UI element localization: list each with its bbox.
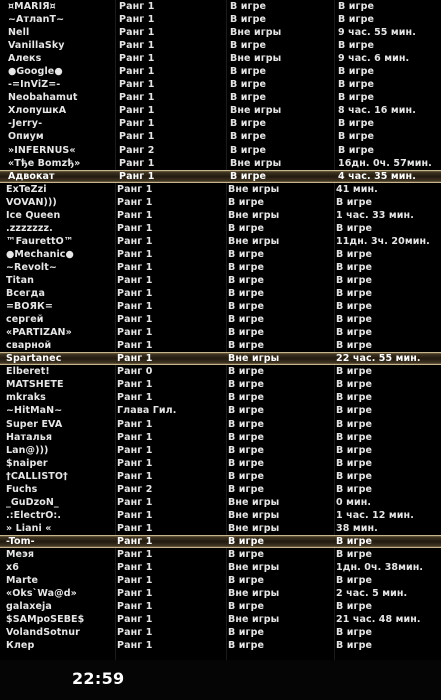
member-row[interactable] xyxy=(0,91,441,104)
member-rank: Ранг 1 xyxy=(117,301,153,313)
member-rank: Ранг 1 xyxy=(117,601,153,613)
member-row[interactable] xyxy=(0,274,441,287)
member-row[interactable] xyxy=(0,13,441,26)
member-rank: Ранг 1 xyxy=(119,27,155,39)
member-name: .:ElectrO:. xyxy=(6,509,62,521)
member-status: В игре xyxy=(228,196,265,208)
member-status: В игре xyxy=(228,314,265,326)
member-row[interactable] xyxy=(0,404,441,417)
member-last-seen: В игре xyxy=(338,66,375,78)
member-rank: Ранг 1 xyxy=(117,327,153,339)
member-name: -Jerry- xyxy=(8,118,43,130)
member-row[interactable] xyxy=(0,548,441,561)
member-last-seen: 41 мин. xyxy=(336,183,378,195)
member-name: $naiper xyxy=(6,457,48,469)
member-last-seen: В игре xyxy=(336,575,373,587)
member-name: Всегда xyxy=(6,288,45,300)
member-rank: Ранг 1 xyxy=(119,14,155,26)
member-name: Nell xyxy=(8,27,30,39)
member-rank: Ранг 1 xyxy=(119,92,155,104)
member-last-seen: В игре xyxy=(336,535,373,547)
member-row[interactable] xyxy=(0,339,441,352)
member-status: В игре xyxy=(230,131,267,143)
member-last-seen: В игре xyxy=(336,196,373,208)
member-rank: Ранг 1 xyxy=(117,457,153,469)
member-name: »INFERNUS« xyxy=(8,144,76,156)
member-name: Neobahamut xyxy=(8,92,78,104)
member-row[interactable] xyxy=(0,209,441,222)
member-rank: Ранг 1 xyxy=(117,353,153,365)
member-last-seen: В игре xyxy=(336,340,373,352)
member-rank: Ранг 1 xyxy=(117,496,153,508)
member-rank: Ранг 1 xyxy=(117,274,153,286)
member-name: MATSHETE xyxy=(6,379,64,391)
member-rank: Ранг 1 xyxy=(117,562,153,574)
member-name: Titan xyxy=(6,274,34,286)
member-name: ¤MARIЯ¤ xyxy=(8,1,56,12)
member-row[interactable] xyxy=(0,613,441,626)
member-rank: Ранг 1 xyxy=(117,222,153,234)
member-status: В игре xyxy=(230,14,267,26)
member-status: В игре xyxy=(228,483,265,495)
member-last-seen: В игре xyxy=(336,640,373,652)
member-rank: Ранг 1 xyxy=(117,314,153,326)
member-rank: Ранг 1 xyxy=(117,209,153,221)
member-status: В игре xyxy=(228,222,265,234)
member-name: Опиум xyxy=(8,131,44,143)
member-status: В игре xyxy=(228,601,265,613)
member-name: Marte xyxy=(6,575,39,587)
member-name: ExTeZzi xyxy=(6,183,47,195)
member-rank: Ранг 1 xyxy=(117,640,153,652)
member-rank: Глава Гил. xyxy=(117,405,177,417)
member-name: ●Google● xyxy=(8,66,63,78)
member-rank: Ранг 1 xyxy=(119,66,155,78)
member-name: galaxeja xyxy=(6,601,52,613)
member-name: =ВОЯК= xyxy=(6,301,53,313)
member-name: «Oks`Wa@d» xyxy=(6,588,77,600)
member-rank: Ранг 1 xyxy=(119,105,155,117)
member-row[interactable] xyxy=(0,496,441,509)
member-row[interactable] xyxy=(0,326,441,339)
member-last-seen: В игре xyxy=(336,601,373,613)
member-status: В игре xyxy=(228,261,265,273)
member-status: В игре xyxy=(230,92,267,104)
member-last-seen: В игре xyxy=(336,288,373,300)
member-status: В игре xyxy=(228,392,265,404)
member-row[interactable] xyxy=(0,391,441,404)
member-row[interactable] xyxy=(0,574,441,587)
member-status: В игре xyxy=(228,575,265,587)
member-row[interactable] xyxy=(0,313,441,326)
member-row[interactable] xyxy=(0,117,441,130)
member-status: Вне игры xyxy=(230,157,282,169)
member-name: ~HitMaN~ xyxy=(6,405,63,417)
member-row[interactable] xyxy=(0,144,441,157)
clock: 22:59 xyxy=(72,669,125,688)
member-status: В игре xyxy=(228,548,265,560)
member-row[interactable] xyxy=(0,183,441,196)
member-last-seen: В игре xyxy=(336,548,373,560)
member-rank: Ранг 1 xyxy=(117,340,153,352)
member-status: В игре xyxy=(228,379,265,391)
member-last-seen: В игре xyxy=(336,470,373,482)
member-status: В игре xyxy=(228,366,265,378)
member-name: mkraks xyxy=(6,392,46,404)
member-last-seen: 22 час. 55 мин. xyxy=(336,353,421,365)
member-rank: Ранг 1 xyxy=(117,627,153,639)
member-rank: Ранг 1 xyxy=(117,509,153,521)
member-status: Вне игры xyxy=(228,588,280,600)
member-last-seen: 38 мин. xyxy=(336,522,378,534)
member-name: «PARTIZAN» xyxy=(6,327,72,339)
member-last-seen: В игре xyxy=(338,1,375,12)
member-rank: Ранг 1 xyxy=(117,588,153,600)
member-row[interactable] xyxy=(0,157,441,170)
member-row[interactable] xyxy=(0,300,441,313)
member-rank: Ранг 1 xyxy=(119,79,155,91)
member-last-seen: В игре xyxy=(336,366,373,378)
member-row[interactable] xyxy=(0,39,441,52)
member-rank: Ранг 1 xyxy=(117,614,153,626)
member-last-seen: 16дн. 0ч. 57мин. xyxy=(338,157,432,169)
member-last-seen: В игре xyxy=(336,274,373,286)
member-rank: Ранг 1 xyxy=(117,431,153,443)
member-status: В игре xyxy=(230,118,267,130)
member-last-seen: 4 час. 35 мин. xyxy=(338,170,416,182)
member-last-seen: 0 мин. xyxy=(336,496,372,508)
member-name: VOVAN))) xyxy=(6,196,57,208)
member-last-seen: В игре xyxy=(336,483,373,495)
member-name: .zzzzzzz. xyxy=(6,222,53,234)
member-last-seen: 1 час. 33 мин. xyxy=(336,209,414,221)
member-name: -=InViZ=- xyxy=(8,79,61,91)
member-row[interactable] xyxy=(0,626,441,639)
member-name: Spartanec xyxy=(6,353,62,365)
member-status: Вне игры xyxy=(230,105,282,117)
member-rank: Ранг 1 xyxy=(117,444,153,456)
member-status: В игре xyxy=(228,340,265,352)
member-rank: Ранг 1 xyxy=(117,196,153,208)
member-status: В игре xyxy=(230,144,267,156)
member-rank: Ранг 2 xyxy=(117,483,153,495)
member-name: VolandSotnur xyxy=(6,627,80,639)
member-last-seen: В игре xyxy=(336,327,373,339)
member-name: ™FaurettO™ xyxy=(6,235,74,247)
member-row[interactable] xyxy=(0,418,441,431)
member-last-seen: В игре xyxy=(338,131,375,143)
member-last-seen: В игре xyxy=(336,222,373,234)
member-status: В игре xyxy=(228,535,265,547)
member-name: -Tom- xyxy=(6,535,35,547)
member-name: Super EVA xyxy=(6,418,63,430)
member-rank: Ранг 1 xyxy=(119,118,155,130)
member-row[interactable] xyxy=(0,509,441,522)
member-status: В игре xyxy=(228,418,265,430)
member-row[interactable] xyxy=(0,235,441,248)
member-last-seen: В игре xyxy=(338,144,375,156)
member-status: В игре xyxy=(228,470,265,482)
member-row[interactable] xyxy=(0,26,441,39)
member-status: Вне игры xyxy=(228,509,280,521)
member-row[interactable] xyxy=(0,600,441,613)
member-status: Вне игры xyxy=(230,27,282,39)
member-rank: Ранг 2 xyxy=(119,144,155,156)
member-rank: Ранг 1 xyxy=(117,235,153,247)
member-last-seen: 9 час. 55 мин. xyxy=(338,27,416,39)
member-status: Вне игры xyxy=(230,53,282,65)
member-name: Elberet! xyxy=(6,366,50,378)
member-name: сварной xyxy=(6,340,52,352)
member-last-seen: В игре xyxy=(336,314,373,326)
member-rank: Ранг 1 xyxy=(117,392,153,404)
member-row[interactable] xyxy=(0,522,441,535)
member-name: » Liani « xyxy=(6,522,52,534)
member-status: В игре xyxy=(228,248,265,260)
member-rank: Ранг 1 xyxy=(117,288,153,300)
member-name: ~АтлanT~ xyxy=(8,14,65,26)
member-rank: Ранг 1 xyxy=(119,131,155,143)
member-last-seen: 21 час. 48 мин. xyxy=(336,614,421,626)
member-row[interactable] xyxy=(0,444,441,457)
member-last-seen: В игре xyxy=(338,79,375,91)
member-row[interactable] xyxy=(0,431,441,444)
member-rank: Ранг 1 xyxy=(119,40,155,52)
member-last-seen: В игре xyxy=(336,261,373,273)
member-row[interactable] xyxy=(0,470,441,483)
member-last-seen: В игре xyxy=(336,379,373,391)
member-name: Aлекs xyxy=(8,53,42,65)
member-status: В игре xyxy=(230,170,267,182)
member-status: В игре xyxy=(230,66,267,78)
member-name: ●Mechanic● xyxy=(6,248,74,260)
member-rank: Ранг 1 xyxy=(119,1,155,12)
member-name: $SAMpoSEBE$ xyxy=(6,614,85,626)
member-rank: Ранг 1 xyxy=(117,261,153,273)
member-row[interactable] xyxy=(0,378,441,391)
member-name: VanillaSky xyxy=(8,40,65,52)
member-last-seen: В игре xyxy=(336,301,373,313)
member-status: В игре xyxy=(228,457,265,469)
member-last-seen: В игре xyxy=(336,457,373,469)
member-row[interactable] xyxy=(0,52,441,65)
member-rank: Ранг 1 xyxy=(117,379,153,391)
member-name: Ice Queen xyxy=(6,209,61,221)
member-rank: Ранг 1 xyxy=(117,470,153,482)
member-name: сергей xyxy=(6,314,44,326)
member-row[interactable] xyxy=(0,104,441,117)
member-name: x6 xyxy=(6,562,19,574)
member-row-selected[interactable] xyxy=(0,170,441,183)
member-rank: Ранг 1 xyxy=(117,575,153,587)
member-name: Адвокат xyxy=(8,170,55,182)
member-last-seen: В игре xyxy=(336,627,373,639)
status-bar xyxy=(0,660,441,700)
member-row[interactable] xyxy=(0,130,441,143)
member-rank: Ранг 1 xyxy=(117,418,153,430)
member-row[interactable] xyxy=(0,0,441,13)
member-row[interactable] xyxy=(0,65,441,78)
member-last-seen: В игре xyxy=(338,14,375,26)
member-last-seen: В игре xyxy=(336,418,373,430)
member-last-seen: В игре xyxy=(336,405,373,417)
member-status: Вне игры xyxy=(228,496,280,508)
member-rank: Ранг 1 xyxy=(119,170,155,182)
member-rank: Ранг 0 xyxy=(117,366,153,378)
member-row[interactable] xyxy=(0,248,441,261)
member-last-seen: В игре xyxy=(336,444,373,456)
member-status: В игре xyxy=(228,444,265,456)
member-status: Вне игры xyxy=(228,353,280,365)
member-row[interactable] xyxy=(0,78,441,91)
member-status: В игре xyxy=(230,40,267,52)
member-rank: Ранг 1 xyxy=(117,548,153,560)
member-row[interactable] xyxy=(0,287,441,300)
member-name: _GuDzoN_ xyxy=(6,496,59,508)
member-status: Вне игры xyxy=(228,209,280,221)
member-status: Вне игры xyxy=(228,562,280,574)
member-rank: Ранг 1 xyxy=(119,157,155,169)
member-status: В игре xyxy=(228,274,265,286)
member-last-seen: В игре xyxy=(336,431,373,443)
member-status: В игре xyxy=(228,327,265,339)
member-row[interactable] xyxy=(0,196,441,209)
member-status: В игре xyxy=(228,640,265,652)
member-row[interactable] xyxy=(0,483,441,496)
member-last-seen: В игре xyxy=(336,248,373,260)
member-row-selected[interactable] xyxy=(0,352,441,365)
member-status: В игре xyxy=(228,301,265,313)
member-last-seen: 2 час. 5 мин. xyxy=(336,588,408,600)
member-last-seen: В игре xyxy=(336,392,373,404)
member-status: В игре xyxy=(228,288,265,300)
member-rank: Ранг 1 xyxy=(119,53,155,65)
member-name: Клер xyxy=(6,640,35,652)
member-status: В игре xyxy=(228,405,265,417)
member-last-seen: 9 час. 6 мин. xyxy=(338,53,410,65)
member-name: ~Revolt~ xyxy=(6,261,57,273)
member-name: Fuchs xyxy=(6,483,38,495)
member-status: Вне игры xyxy=(228,614,280,626)
member-row-selected[interactable] xyxy=(0,535,441,548)
member-status: В игре xyxy=(230,1,267,12)
member-name: Наталья xyxy=(6,431,53,443)
member-row[interactable] xyxy=(0,261,441,274)
member-row[interactable] xyxy=(0,561,441,574)
member-name: «Tђe Bomzђ» xyxy=(8,157,81,169)
member-status: В игре xyxy=(230,79,267,91)
member-row[interactable] xyxy=(0,587,441,600)
member-status: Вне игры xyxy=(228,183,280,195)
member-last-seen: 1 час. 12 мин. xyxy=(336,509,414,521)
member-last-seen: 1дн. 0ч. 38мин. xyxy=(336,562,424,574)
member-row[interactable] xyxy=(0,457,441,470)
member-status: Вне игры xyxy=(228,522,280,534)
member-name: Lan@))) xyxy=(6,444,49,456)
member-name: ХлопушкА xyxy=(8,105,67,117)
member-rank: Ранг 1 xyxy=(117,522,153,534)
member-name: Меэя xyxy=(6,548,35,560)
member-last-seen: 11дн. 3ч. 20мин. xyxy=(336,235,430,247)
member-row[interactable] xyxy=(0,222,441,235)
member-row[interactable] xyxy=(0,365,441,378)
member-row[interactable] xyxy=(0,639,441,652)
member-status: Вне игры xyxy=(228,235,280,247)
member-last-seen: В игре xyxy=(338,92,375,104)
member-rank: Ранг 1 xyxy=(117,248,153,260)
member-status: В игре xyxy=(228,627,265,639)
member-status: В игре xyxy=(228,431,265,443)
member-last-seen: 8 час. 16 мин. xyxy=(338,105,416,117)
member-last-seen: В игре xyxy=(338,118,375,130)
member-name: †CALLISTO† xyxy=(6,470,68,482)
member-rank: Ранг 1 xyxy=(117,535,153,547)
member-last-seen: В игре xyxy=(338,40,375,52)
member-rank: Ранг 1 xyxy=(117,183,153,195)
